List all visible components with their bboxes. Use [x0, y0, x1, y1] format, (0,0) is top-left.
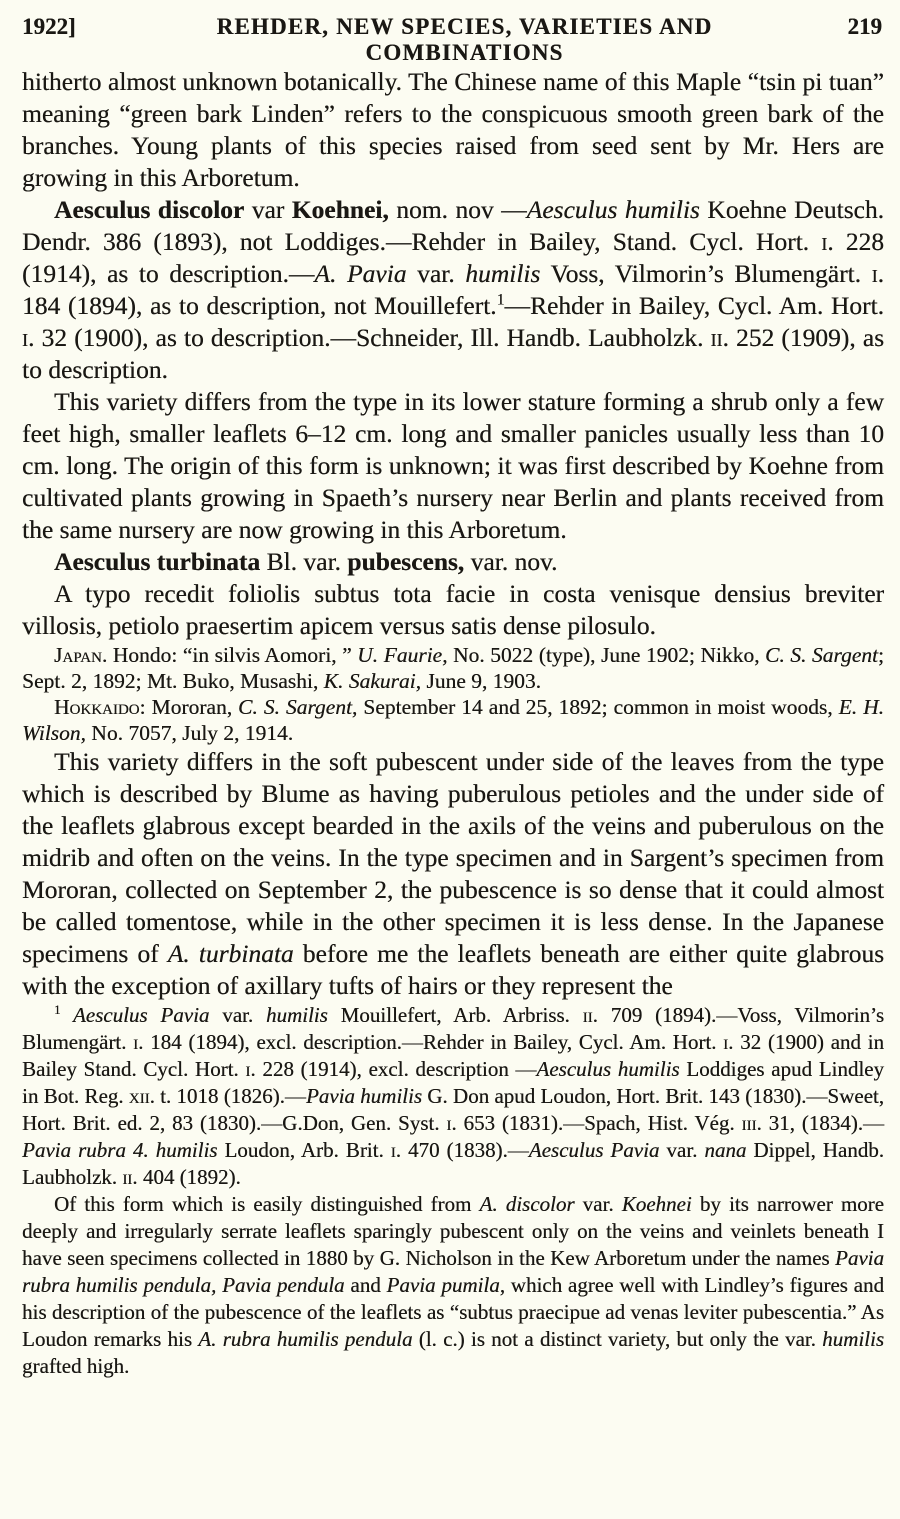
- text-run: ii.: [582, 1003, 598, 1027]
- text-run: 228 (1914), as to description.—: [22, 227, 885, 288]
- variety-description-paragraph: [22, 386, 884, 546]
- text-run: i.: [821, 227, 834, 256]
- text-run: A. Pavia: [314, 259, 407, 288]
- text-run: A typo recedit foliolis subtus tota facie in costa venisque densius breviter villosis, petiolo praesertim apicem versus satis dense pilosulo.: [22, 579, 884, 640]
- text-run: Aesculus humilis: [526, 195, 700, 224]
- text-run: Pavia humilis: [305, 1084, 423, 1108]
- text-run: ii.: [122, 1165, 138, 1189]
- text-run: 228 (1914), excl. description —: [255, 1057, 537, 1081]
- text-run: 1: [54, 1002, 61, 1017]
- text-run: ii.: [710, 323, 729, 352]
- page-body: [0, 66, 900, 1380]
- text-run: Aesculus discolor: [54, 195, 245, 224]
- text-run: grafted high.: [22, 1354, 130, 1378]
- collection-records-japan: [22, 642, 884, 694]
- text-run: var.: [209, 1003, 266, 1027]
- header-title: REHDER, NEW SPECIES, VARIETIES AND COMBINATIONS: [216, 14, 713, 65]
- text-run: i.: [446, 1111, 457, 1135]
- text-run: No. 5022 (type), June 1902; Nikko,: [447, 643, 766, 667]
- text-run: Pavia pumila,: [386, 1273, 505, 1297]
- text-run: 184 (1894), as to description, not Mouillefert.: [22, 291, 497, 320]
- text-run: i.: [245, 1057, 256, 1081]
- collection-records-hokkaido: [22, 694, 884, 746]
- text-run: June 9, 1903.: [420, 669, 542, 693]
- species-heading-aesculus-turbinata: [22, 546, 884, 578]
- text-run: i.: [871, 259, 884, 288]
- text-run: Hondo: “in silvis Aomori, ”: [107, 643, 358, 667]
- text-run: Hokkaido:: [54, 695, 146, 719]
- text-run: var. nov.: [464, 547, 558, 576]
- text-run: 32 (1900), as to description.—Schneider, Ill. Handb. Laubholzk.: [34, 323, 711, 352]
- text-run: pubescens,: [347, 547, 465, 576]
- text-run: which agree well with Lindley’s figures and his description of the pubescence of the leaflets as “subtus praecipue ad venas leviter pubescentia.” As Loudon remarks his: [22, 1273, 884, 1351]
- text-run: Japan.: [54, 643, 108, 667]
- text-run: (l. c.) is not a distinct variety, but only the var.: [412, 1327, 823, 1351]
- text-run: September 14 and 25, 1892; common in moist woods,: [357, 695, 839, 719]
- text-run: i.: [22, 323, 35, 352]
- text-run: Aesculus Pavia: [528, 1138, 660, 1162]
- text-run: This variety differs in the soft pubescent under side of the leaves from the type which is described by Blume as having puberulous petioles and the under side of the leaflets glabrous except bearded in the axils of the veins and puberulous on the midrib and often on the veins. In the type specimen and in Sargent’s specimen from Mororan, collected on September 2, the pubescence is so dense that it could almost be called tomentose, while in the other specimen it is less dense. In the Japanese specimens of: [22, 747, 884, 968]
- text-run: i.: [390, 1138, 401, 1162]
- text-run: Koehnei: [621, 1192, 692, 1216]
- text-run: var.: [574, 1192, 622, 1216]
- text-run: Aesculus turbinata: [54, 547, 261, 576]
- header-page-number: 219: [847, 14, 882, 39]
- footnote-discussion: [22, 1191, 884, 1380]
- text-run: C. S. Sargent,: [238, 695, 358, 719]
- text-run: A. discolor: [479, 1192, 575, 1216]
- text-run: iii.: [741, 1111, 762, 1135]
- text-run: Dippel, Handb. Laubholzk.: [22, 1138, 885, 1189]
- text-run: t. 1018 (1826).—: [154, 1084, 306, 1108]
- text-run: K. Sakurai,: [323, 669, 421, 693]
- text-run: C. S. Sargent: [765, 643, 879, 667]
- text-run: This variety differs from the type in its lower stature forming a shrub only a few feet high, smaller leaflets 6–12 cm. long and smaller panicles usually less than 10 cm. long. The origin of this form is unknown; it was first described by Koehne from cultivated plants growing in Spaeth’s nursery near Berlin and plants received from the same nursery are now growing in this Arboretum.: [22, 387, 884, 544]
- text-run: A. rubra humilis pendula: [198, 1327, 413, 1351]
- text-run: humilis: [465, 259, 541, 288]
- text-run: 709 (1894).—Voss, Vilmorin’s Blumengärt.: [22, 1003, 884, 1054]
- continuation-paragraph: [22, 66, 884, 194]
- text-run: var.: [659, 1138, 705, 1162]
- text-run: 252 (1909), as to description.: [22, 323, 884, 384]
- text-run: var.: [406, 259, 466, 288]
- discussion-paragraph: [22, 746, 884, 1002]
- text-run: Aesculus Pavia: [60, 1003, 210, 1027]
- text-run: Pavia rubra 4. humilis: [22, 1138, 218, 1162]
- text-run: nom. nov —: [388, 195, 527, 224]
- latin-diagnosis: [22, 578, 884, 642]
- text-run: Loddiges apud Lindley in Bot. Reg.: [22, 1057, 885, 1108]
- text-run: var: [244, 195, 292, 224]
- text-run: 31, (1834).—: [761, 1111, 884, 1135]
- text-run: Loudon, Arb. Brit.: [217, 1138, 391, 1162]
- text-run: 184 (1894), excl. description.—Rehder in Bailey, Cycl. Am. Hort.: [143, 1030, 724, 1054]
- running-head: [0, 0, 900, 66]
- header-year-label: 1922]: [22, 14, 76, 39]
- text-run: Mororan,: [145, 695, 239, 719]
- text-run: E. H. Wilson,: [22, 695, 884, 745]
- text-run: hitherto almost unknown botanically. The Chinese name of this Maple “tsin pi tuan” meaning “green bark Linden” refers to the conspicuous smooth green bark of the branches. Young plants of this species raised from seed sent by Mr. Hers are growing in this Arboretum.: [22, 67, 884, 192]
- text-run: i.: [133, 1030, 144, 1054]
- text-run: Mouillefert, Arb. Arbriss.: [327, 1003, 583, 1027]
- text-run: ; Sept. 2, 1892; Mt. Buko, Musashi,: [22, 643, 884, 693]
- text-run: humilis: [822, 1327, 884, 1351]
- text-run: G. Don apud Loudon, Hort. Brit. 143 (1830).—Sweet, Hort. Brit. ed. 2, 83 (1830).—G.Don, Gen. Syst.: [22, 1084, 884, 1135]
- text-run: A. turbinata: [167, 939, 294, 968]
- text-run: xii.: [128, 1084, 155, 1108]
- text-run: i.: [723, 1030, 734, 1054]
- text-run: by its narrower more deeply and irregularly serrate leaflets sparingly pubescent only on the veins and veinlets beneath I have seen specimens collected in 1880 by G. Nicholson in the Kew Arboretum under the names: [22, 1192, 884, 1270]
- text-run: 653 (1831).—Spach, Hist. Vég.: [456, 1111, 742, 1135]
- text-run: No. 7057, July 2, 1914.: [85, 721, 294, 745]
- text-run: Aesculus humilis: [536, 1057, 680, 1081]
- text-run: 1: [496, 291, 505, 309]
- species-entry-aesculus-discolor: [22, 194, 884, 386]
- text-run: 404 (1892).: [137, 1165, 241, 1189]
- text-run: Of this form which is easily distinguished from: [54, 1192, 480, 1216]
- text-run: Voss, Vilmorin’s Blumengärt.: [540, 259, 872, 288]
- footnote-synonymy: [22, 1002, 884, 1191]
- text-run: Koehnei,: [291, 195, 389, 224]
- text-run: —Rehder in Bailey, Cycl. Am. Hort.: [504, 291, 885, 320]
- text-run: before me the leaflets beneath are either quite glabrous with the exception of axillary tufts of hairs or they represent the: [22, 939, 884, 1000]
- text-run: Koehne Deutsch. Dendr. 386 (1893), not Loddiges.—Rehder in Bailey, Stand. Cycl. Hort.: [22, 195, 884, 256]
- text-run: nana: [704, 1138, 747, 1162]
- text-run: Pavia rubra humilis pendula, Pavia pendula: [22, 1246, 884, 1297]
- text-run: 32 (1900) and in Bailey Stand. Cycl. Hort.: [22, 1030, 884, 1081]
- text-run: 470 (1838).—: [401, 1138, 529, 1162]
- text-run: U. Faurie,: [357, 643, 448, 667]
- text-run: Bl. var.: [260, 547, 348, 576]
- text-run: and: [344, 1273, 387, 1297]
- text-run: humilis: [265, 1003, 328, 1027]
